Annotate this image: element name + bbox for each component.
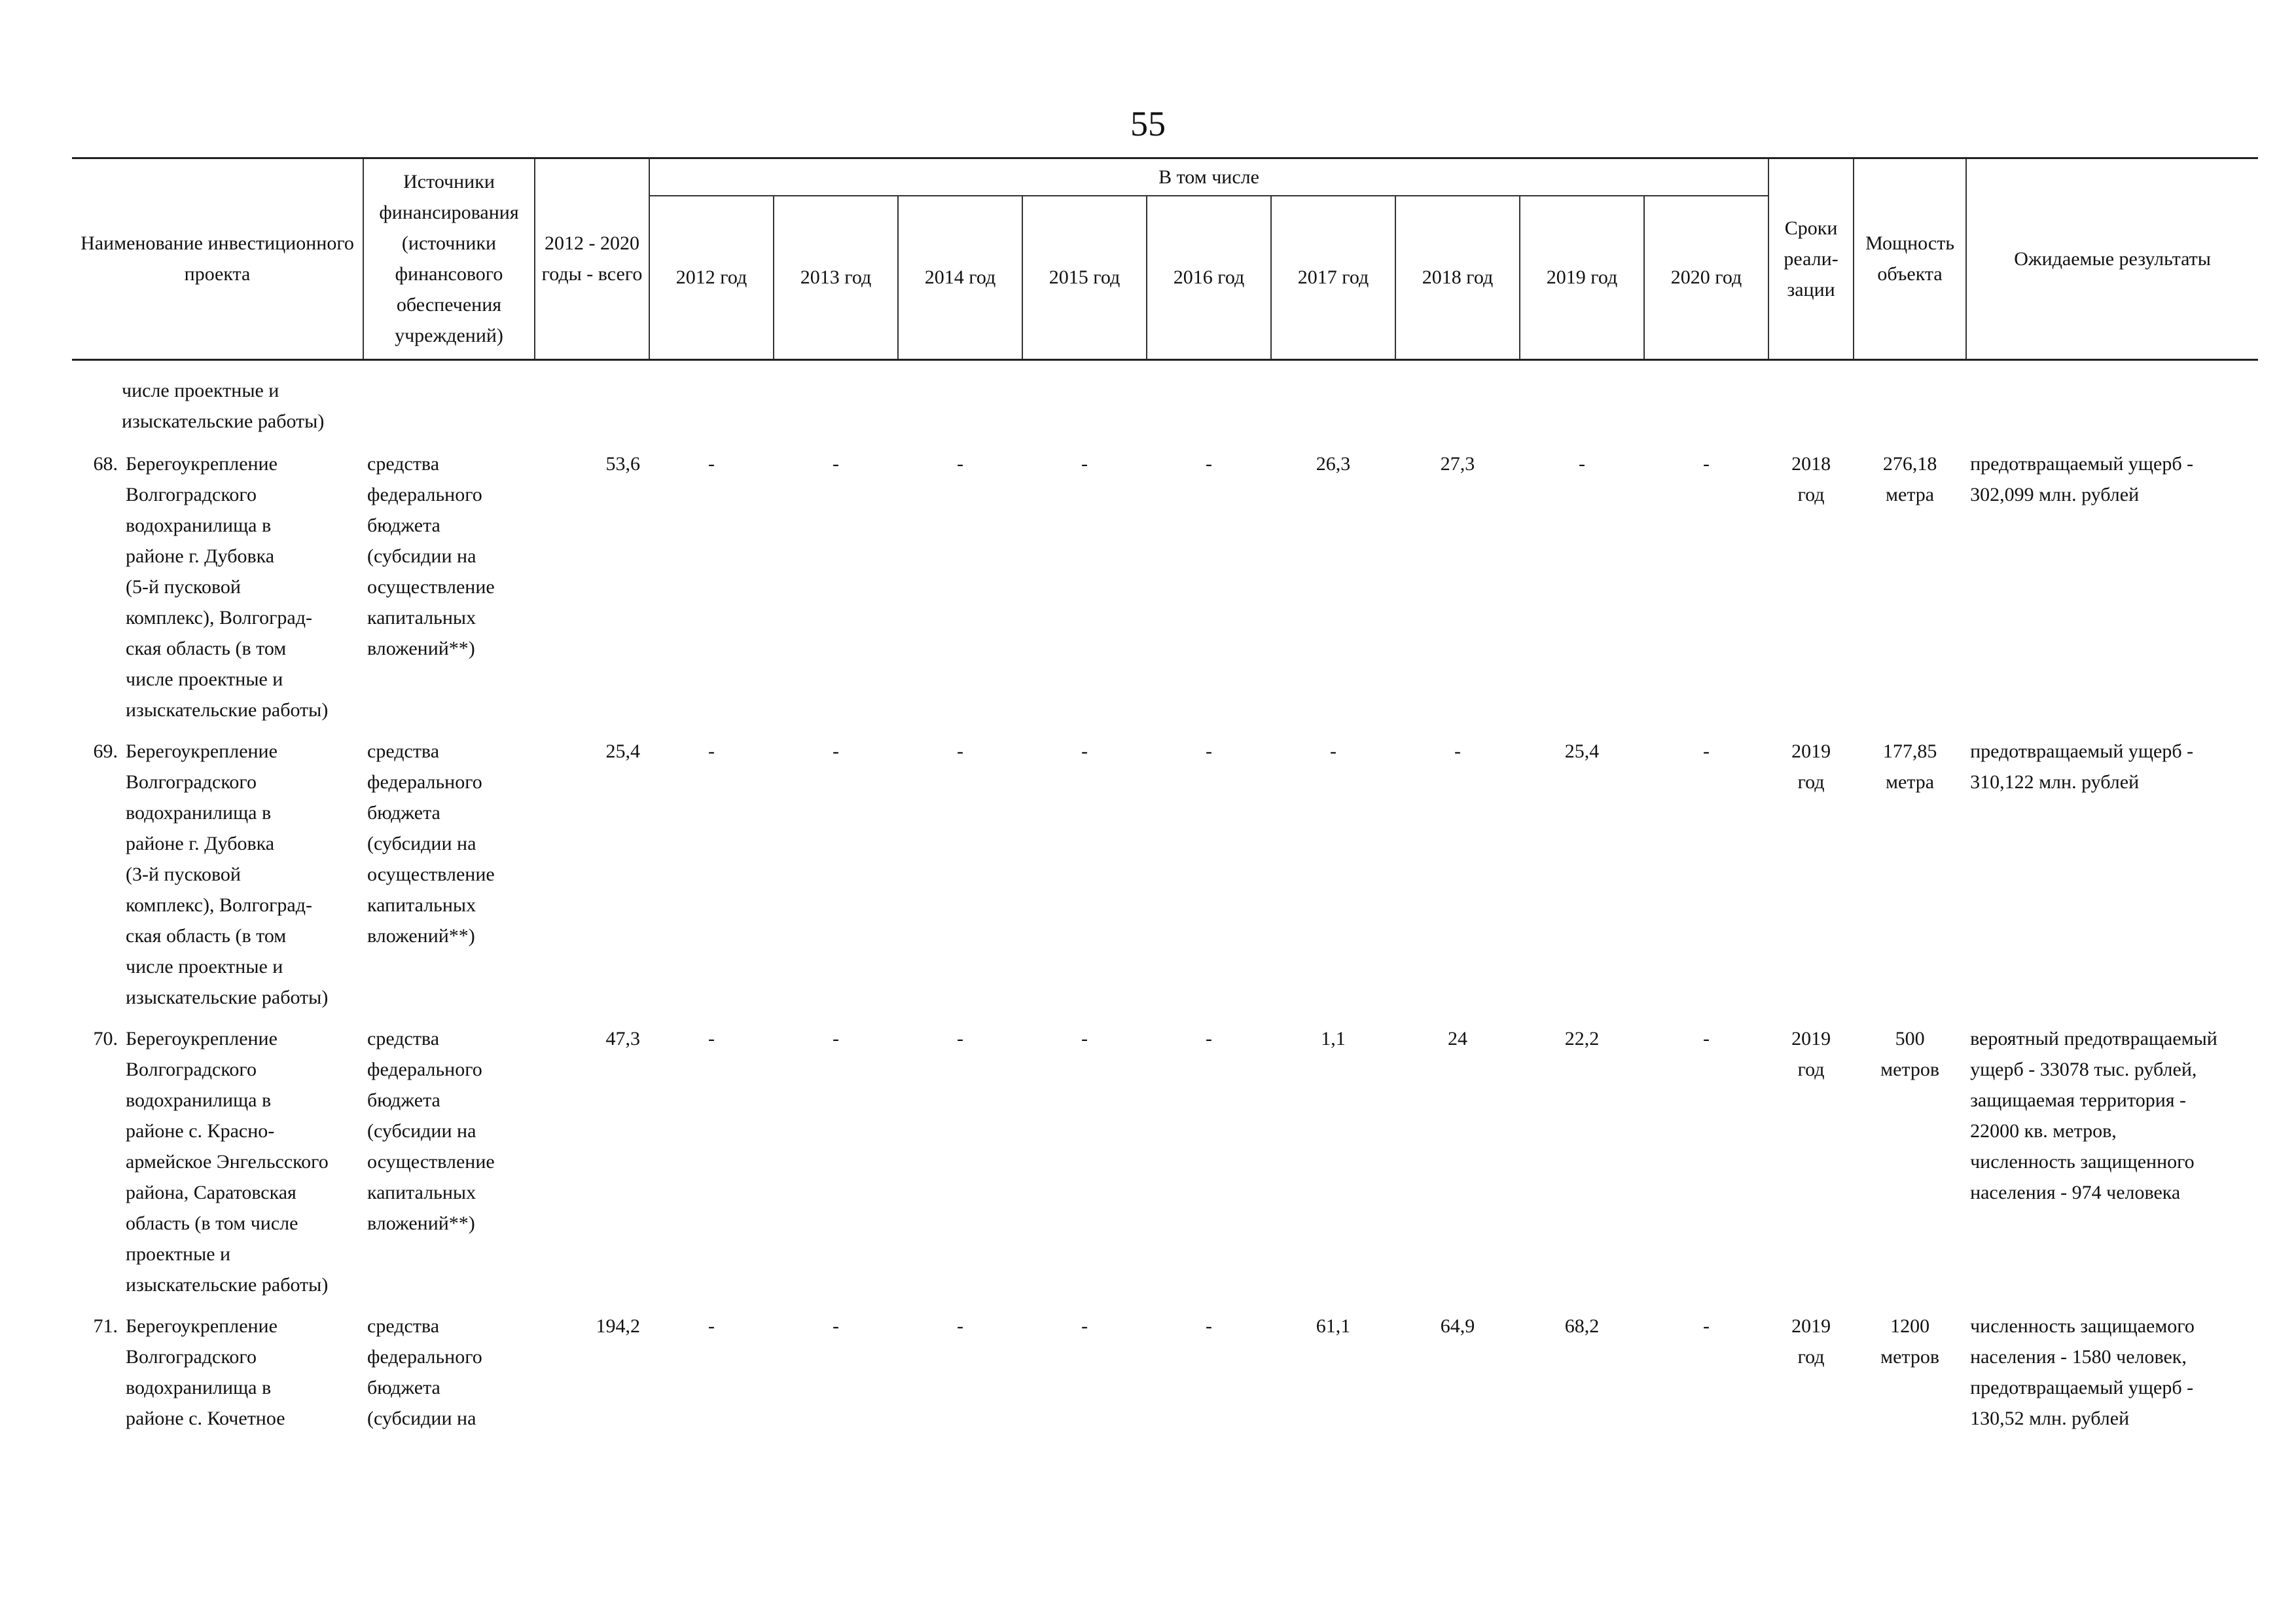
year-amount: - — [833, 1027, 839, 1049]
year-amount: 1,1 — [1321, 1027, 1346, 1049]
investment-projects-table — [72, 157, 2258, 1444]
table-row — [72, 1311, 2258, 1444]
funding-source: средства федерального бюджета (субсидии на осуществление капитальных вложений**) — [367, 1027, 495, 1234]
funding-source: средства федерального бюджета (субсидии на — [367, 1315, 482, 1429]
year-amount: 64,9 — [1440, 1315, 1475, 1337]
header-year: 2017 год — [1271, 196, 1395, 359]
table-row — [72, 1023, 2258, 1311]
year-amount: - — [1206, 740, 1212, 762]
expected-results: численность защищаемого населения - 1580 человек, предотвращаемый ущерб - 130,52 млн. рублей — [1970, 1315, 2195, 1429]
year-amount: - — [1081, 1027, 1088, 1049]
header-timing: Сроки реали- зации — [1768, 158, 1854, 360]
total-amount: 47,3 — [605, 1027, 640, 1049]
year-amount: - — [1454, 740, 1461, 762]
funding-source: средства федерального бюджета (субсидии на осуществление капитальных вложений**) — [367, 740, 495, 947]
header-year: 2014 год — [898, 196, 1022, 359]
header-results: Ожидаемые результаты — [1966, 158, 2258, 360]
year-amount: 27,3 — [1440, 452, 1475, 475]
header-year: 2013 год — [774, 196, 898, 359]
project-name-cell — [72, 1311, 363, 1444]
header-name: Наименование инвестиционного проекта — [72, 158, 363, 360]
table-row — [72, 736, 2258, 1023]
project-name-cell — [72, 1023, 363, 1311]
year-amount: - — [1703, 740, 1710, 762]
year-amount: - — [1703, 1315, 1710, 1337]
year-amount: - — [1579, 452, 1585, 475]
year-amount: 26,3 — [1316, 452, 1351, 475]
object-capacity: 1200 метров — [1880, 1315, 1940, 1368]
year-amount: - — [1206, 1027, 1212, 1049]
year-amount: - — [833, 452, 839, 475]
continuation-row — [72, 359, 2258, 448]
header-total: 2012 - 2020 годы - всего — [535, 158, 649, 360]
expected-results: предотвращаемый ущерб - 310,122 млн. рублей — [1970, 740, 2194, 793]
header-capacity: Мощность объекта — [1854, 158, 1966, 360]
year-amount: - — [833, 740, 839, 762]
expected-results: предотвращаемый ущерб - 302,099 млн. рублей — [1970, 452, 2194, 505]
funding-source: средства федерального бюджета (субсидии на осуществление капитальных вложений**) — [367, 452, 495, 659]
year-amount: - — [957, 1027, 963, 1049]
continuation-text: числе проектные и изыскательские работы) — [122, 379, 325, 432]
year-amount: - — [833, 1315, 839, 1337]
row-number: 69. — [93, 740, 118, 762]
header-sources: Источники финансирования (источники финансового обеспечения учреждений) — [363, 158, 535, 360]
object-capacity: 276,18 метра — [1882, 452, 1937, 505]
header-including: В том числе — [649, 158, 1768, 196]
header-year: 2019 год — [1520, 196, 1644, 359]
year-amount: - — [1330, 740, 1336, 762]
expected-results: вероятный предотвращаемый ущерб - 33078 тыс. рублей, защищаемая территория - 22000 кв. метров, численность защищенного населения - 974 человека — [1970, 1027, 2217, 1203]
year-amount: 22,2 — [1564, 1027, 1600, 1049]
year-amount: - — [708, 1315, 715, 1337]
year-amount: - — [1081, 740, 1088, 762]
year-amount: - — [1206, 452, 1212, 475]
year-amount: 68,2 — [1564, 1315, 1600, 1337]
year-amount: - — [1206, 1315, 1212, 1337]
year-amount: - — [1081, 1315, 1088, 1337]
table-body — [72, 359, 2258, 1444]
total-amount: 194,2 — [596, 1315, 640, 1337]
year-amount: 61,1 — [1316, 1315, 1351, 1337]
page-number: 55 — [1130, 104, 1166, 143]
implementation-period: 2019 год — [1791, 1315, 1831, 1368]
year-amount: - — [957, 740, 963, 762]
implementation-period: 2018 год — [1791, 452, 1831, 505]
header-year: 2015 год — [1022, 196, 1147, 359]
header-year: 2016 год — [1147, 196, 1271, 359]
implementation-period: 2019 год — [1791, 1027, 1831, 1080]
row-number: 70. — [93, 1027, 118, 1049]
year-amount: - — [957, 452, 963, 475]
year-amount: - — [1081, 452, 1088, 475]
year-amount: - — [957, 1315, 963, 1337]
row-number: 71. — [93, 1315, 118, 1337]
project-name: Берегоукрепление Волгоградского водохранилища в районе г. Дубовка (3-й пусковой комплекс), Волгоград- ская область (в том числе проектные и изыскательские работы) — [126, 740, 329, 1008]
header-year: 2018 год — [1395, 196, 1520, 359]
project-name: Берегоукрепление Волгоградского водохранилища в районе г. Дубовка (5-й пусковой комплекс), Волгоград- ская область (в том числе проектные и изыскательские работы) — [126, 452, 329, 721]
table-header — [72, 158, 2258, 360]
row-number: 68. — [93, 452, 118, 475]
header-year: 2012 год — [649, 196, 774, 359]
year-amount: - — [708, 452, 715, 475]
year-amount: - — [1703, 1027, 1710, 1049]
year-amount: - — [708, 1027, 715, 1049]
total-amount: 53,6 — [605, 452, 640, 475]
header-year: 2020 год — [1644, 196, 1768, 359]
project-name: Берегоукрепление Волгоградского водохранилища в районе с. Кочетное — [126, 1315, 285, 1429]
project-name-cell — [72, 736, 363, 1023]
year-amount: 24 — [1448, 1027, 1467, 1049]
project-name: Берегоукрепление Волгоградского водохранилища в районе с. Красно- армейское Энгельсского района, Саратовская область (в том числе проектные и изыскательские работы) — [126, 1027, 329, 1296]
project-name-cell — [72, 448, 363, 736]
total-amount: 25,4 — [605, 740, 640, 762]
year-amount: - — [708, 740, 715, 762]
implementation-period: 2019 год — [1791, 740, 1831, 793]
year-amount: 25,4 — [1564, 740, 1600, 762]
table-row — [72, 448, 2258, 736]
object-capacity: 177,85 метра — [1882, 740, 1937, 793]
year-amount: - — [1703, 452, 1710, 475]
object-capacity: 500 метров — [1880, 1027, 1940, 1080]
